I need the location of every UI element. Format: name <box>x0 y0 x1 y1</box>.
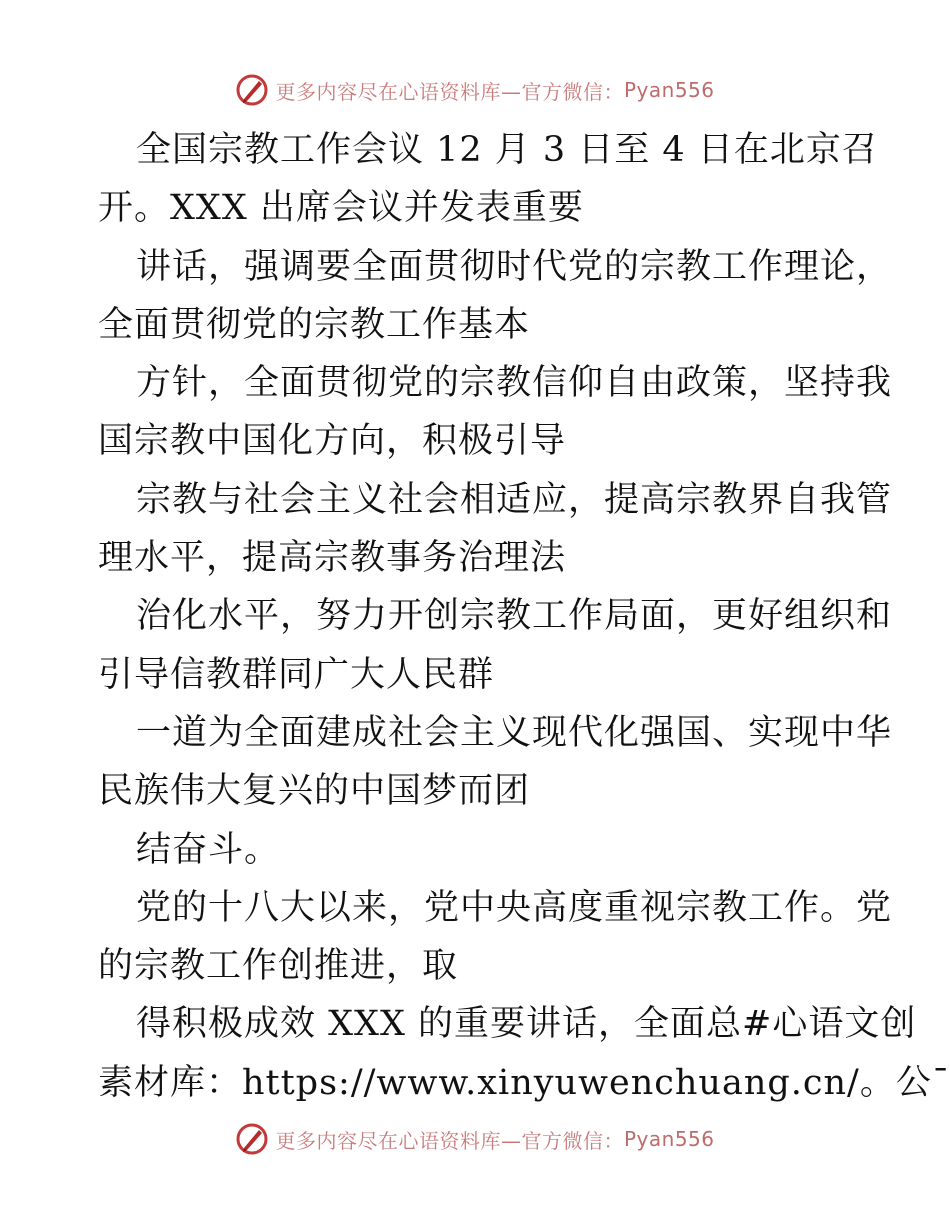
text-line: 一道为全面建成社会主义现代化强国、实现中华 <box>136 712 893 753</box>
text-line: 得积极成效 XXX 的重要讲话，全面总#心语文创 <box>136 1004 917 1045</box>
text-line: 宗教与社会主义社会相适应，提高宗教界自我管 <box>136 479 893 520</box>
header-watermark <box>0 70 950 110</box>
watermark-text: 更多内容尽在心语资料库—官方微信： <box>275 1128 624 1153</box>
text-line: 全国宗教工作会议 12 月 3 日至 4 日在北京召 <box>136 130 878 170</box>
text-line: 全面贯彻党的宗教工作基本 <box>98 304 531 345</box>
footer-watermark <box>0 1119 950 1159</box>
text-line: 治化水平，努力开创宗教工作局面，更好组织和 <box>136 596 893 637</box>
text-line: 理水平，提高宗教事务治理法 <box>98 538 567 579</box>
watermark-wechat-id: Pyan556 <box>623 78 715 102</box>
text-line: 方针，全面贯彻党的宗教信仰自由政策，坚持我 <box>136 363 893 404</box>
text-line: 引导信教群同广大人民群 <box>98 654 495 695</box>
document-body <box>98 121 950 1112</box>
text-line: 民族伟大复兴的中国梦而团 <box>98 771 531 812</box>
text-line: 党的十八大以来，党中央高度重视宗教工作。党 <box>136 887 893 928</box>
text-line: 素材库：https://www.xinyuwenchuang.cn/。公¯ <box>98 1062 950 1103</box>
text-line: 开。XXX 出席会议并发表重要 <box>98 188 584 229</box>
quill-logo-icon <box>235 73 269 107</box>
watermark-wechat-id: Pyan556 <box>623 1127 715 1151</box>
text-line: 讲话，强调要全面贯彻时代党的宗教工作理论， <box>136 246 893 287</box>
text-line: 国宗教中国化方向，积极引导 <box>98 421 567 462</box>
text-line: 的宗教工作创推进，取 <box>98 946 459 987</box>
quill-logo-icon <box>235 1122 269 1156</box>
text-line: 结奋斗。 <box>136 829 281 870</box>
watermark-text: 更多内容尽在心语资料库—官方微信： <box>275 79 624 104</box>
